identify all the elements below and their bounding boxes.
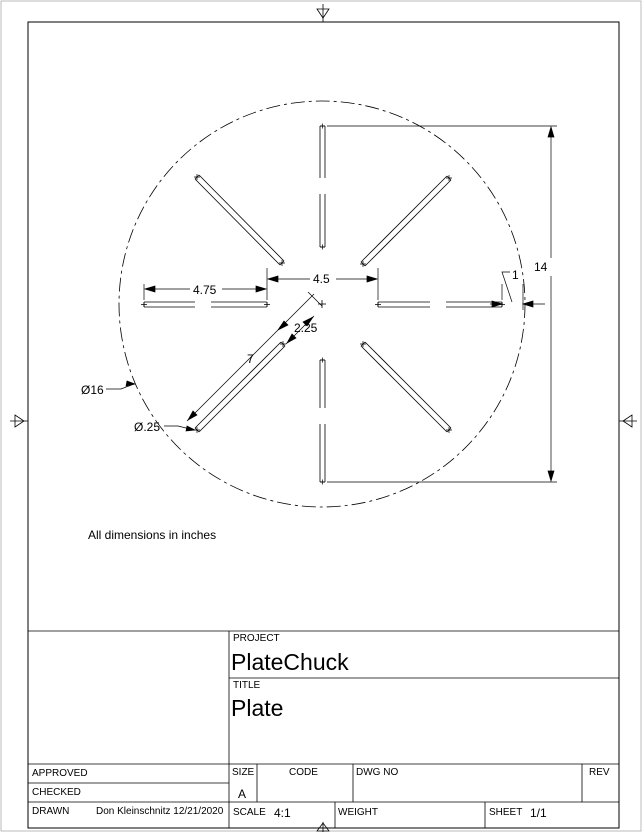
checked-label: CHECKED [32,787,81,798]
dimension-diagonal [187,292,322,421]
dim-label-plate-diameter: Ø16 [81,383,104,397]
dwg-no-label: DWG NO [356,767,399,778]
rev-label: REV [589,767,610,778]
sheet-label: SHEET [489,807,523,818]
slot-bottom [320,360,325,482]
leader-hole-diameter [164,426,195,431]
slot-top-left [195,175,284,265]
drawn-label: DRAWN [32,806,70,817]
size-value: A [238,787,247,801]
dim-label-1: 1 [512,268,519,282]
project-label: PROJECT [233,633,280,644]
sheet-value: 1/1 [530,806,547,820]
drawn-value: Don Kleinschnitz 12/21/2020 [96,806,224,817]
slot-left [144,302,267,307]
drawing-frame [28,22,619,828]
units-note: All dimensions in inches [88,528,217,542]
project-value: PlateChuck [231,649,349,675]
code-label: CODE [289,767,318,778]
leader-plate-diameter [106,381,135,389]
dim-label-hole-diameter: Ø.25 [134,420,161,434]
weight-label: WEIGHT [338,807,378,818]
dim-label-14: 14 [534,260,548,274]
center-point [318,300,326,308]
title-label: TITLE [233,680,261,691]
scale-label: SCALE [233,807,266,818]
slot-top [320,126,325,247]
dim-label-4-5: 4.5 [313,272,330,286]
center-mark-top [317,4,329,22]
slot-right [378,302,502,307]
slot-top-right [361,176,451,266]
center-mark-left [10,415,28,427]
slot-bottom-right [361,342,451,432]
title-value: Plate [231,695,284,721]
scale-value: 4:1 [274,806,291,820]
dim-label-7: 7 [247,352,254,366]
dim-label-2-25: 2.25 [294,321,318,335]
center-mark-right [619,415,637,427]
size-label: SIZE [232,767,255,778]
dim-label-4-75: 4.75 [193,283,217,297]
approved-label: APPROVED [32,768,88,779]
slot-bottom-left [195,342,285,432]
